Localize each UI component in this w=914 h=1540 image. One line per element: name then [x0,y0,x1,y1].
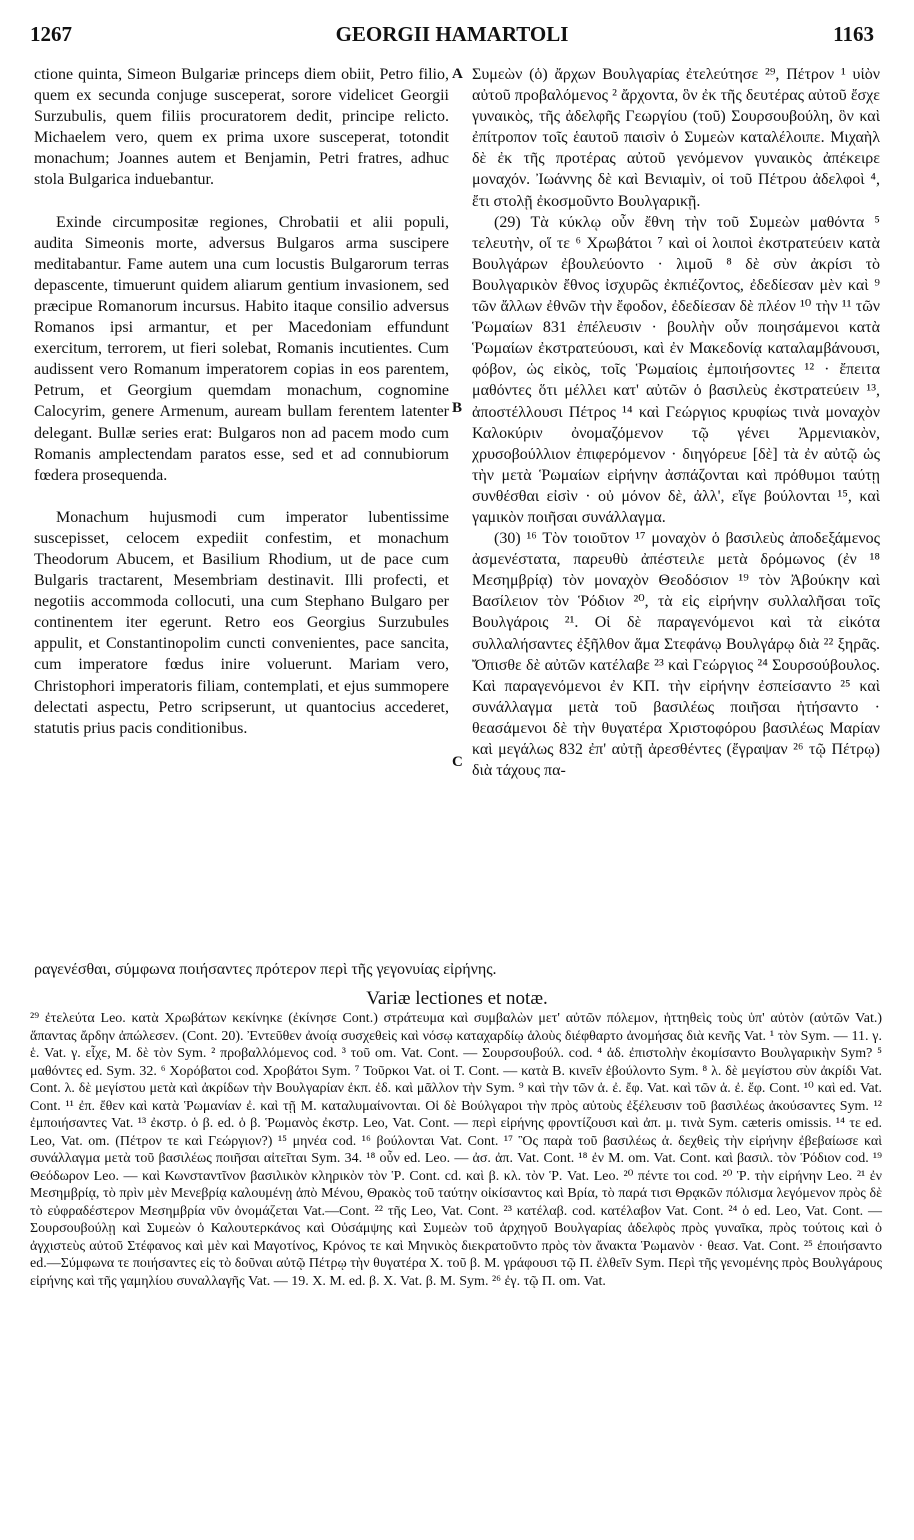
running-header [30,22,874,52]
greek-paragraph: Συμεὼν (ὁ) ἄρχων Βουλγαρίας ἐτελεύτησε ²⁹, Πέτρον ¹ υἱὸν αὐτοῦ προβαλόμενος ² ἄρχοντα, ὃν ἐκ τῆς δευτέρας αὐτοῦ ἔσχε γυναικὸς, τῆς ἀδελφῆς Γεωργίου (τοῦ) Σουρσουβούλη, ὃν καὶ ἐπίτροπον τοῖς ἑαυτοῦ παισὶν ὁ Συμεὼν καταλέλοιπε. Μιχαὴλ δὲ ἐκ τῆς προτέρας αὐτοῦ γενόμενον γυναικὸς ἀπέκειρε μοναχόν. Ἰωάννης δὲ καὶ Βενιαμὶν, οἱ τοῦ Πέτρου ἀδελφοὶ ⁴, ἔτι στολῇ ἐκοσμοῦντο Βουλγαρικῇ. [472,66,880,210]
notes-text: ²⁹ ἐτελεύτα Leo. κατὰ Χρωβάτων κεκίνηκε (ἐκίνησε Cont.) στράτευμα καὶ συμβαλὼν μετ' αὐτῶν πόλεμον, ἡττηθεὶς τοὺς ὑπ' αὐτὸν (αὐτῶν Vat.) ἅπαντας ἄρδην ἀπώλεσεν. (Cont. 20). Ἐντεῦθεν ἀνοίᾳ συσχεθεὶς καὶ νόσῳ καταχαρδίῳ ἁλοὺς διέφθαρτο ἀνομήσας διὰ κενῆς Vat. ¹ τὸν Sym. — 11. γ. ἑ. Vat. γ. εἶχε, M. δὲ τὸν Sym. ² προβαλλόμενος cod. ³ τοῦ om. Vat. Cont. — Σουρσουβούλ. cod. ⁴ ἀδ. ἐπιστολὴν ἐκομίσαντο Βουλγαρικὴν Sym? ⁵ μαθόντες ed. Sym. 32. ⁶ Χορόβατοι cod. Χροβάτοι Sym. ⁷ Τοῦρκοι Vat. οἱ T. Cont. — κατὰ B. κινεῖν ἐβούλοντο Sym. ⁸ λ. δὲ μεγίστου σὺν ἀκρίδι Vat. Cont. λ. δὲ μεγίστου μετὰ καὶ ἀκρίδων τὴν Βουλγαρίαν ἐκπ. ἐδ. καὶ μᾶλλον τὴν Sym. ⁹ καὶ τὴν τῶν ἀ. ἐ. ἔφ. Vat. καὶ τῶν ἀ. ἐ. ἔφ. Cont. ¹⁰ καὶ ed. Vat. Cont. ¹¹ ἐπ. ἔθεν καὶ κατὰ Ῥωμανίαν ἐ. καὶ τῇ Μ. καταλυμαίνονται. Οἱ δὲ Βούλγαροι τὴν πρὸς αὐτοὺς ἐξέλευσιν τοῦ βασιλέως ἀκούσαντες Sym. ¹² ἐμποιήσαντες Vat. ¹³ ἐκστρ. ὁ β. ed. ὁ β. Ῥωμανὸς ἐκστρ. Leo, Vat. Cont. — περὶ εἰρήνης φροντίζουσι καὶ ἀπ. μ. τινὰ Sym. cæteris omissis. ¹⁴ τε ed. Leo, Vat. om. (Πέτρον τε καὶ Γεώργιον?) ¹⁵ μηνέα cod. ¹⁶ βούλονται Vat. Cont. ¹⁷ Ὃς παρὰ τοῦ βασιλέως ἀ. δεχθεὶς τὴν εἰρήνην ἐβεβαίωσε καὶ συνάλλαγμα μετὰ τοῦ βασιλέως ποιῆσαι αἰτεῖται Sym. 34. ¹⁸ οὖν ed. Leo. — ἀσ. ἀπ. Vat. Cont. ¹⁸ ἐν M. om. Vat. Cont. καὶ βασιλ. τὸν Ῥόδιον cod. ¹⁹ Θεόδωρον Leo. — καὶ Κωνσταντῖνον βασιλικὸν κληρικὸν τὸν Ῥ. Cont. cd. καὶ β. κλ. τὸν Ῥ. Vat. Leo. ²⁰ πέντε τοι cod. ²⁰ Ῥ. τὴν εἰρήνην Leo. ²¹ ἐν Μεσημβρίᾳ, τὸ πρὶν μὲν Μενεβρίᾳ καλουμένῃ ἀπὸ Μένου, Θρακὸς τοῦ ταύτην οἰκίσαντος καὶ Βρία, τὸ παρά τισι Θρᾳκῶν πόλισμα λεγόμενον πρὸς δὲ τὸ εὐφραδέστερον Μεσημβρία νῦν ὀνομάζεται Vat.—Cont. ²² τῆς Leo, Vat. Cont. ²³ κατέλαβ. cod. κατέλαβον Vat. Cont. ²⁴ ὁ ed. Leo, Vat. Cont. — Σουρσουβούλῃ καὶ Συμεὼν ὁ Καλουτερκάνος καὶ Οὐσάμψης καὶ Συμεὼν τοῦ ἀρχηγοῦ Βουλγαρίας ἀδελφὸς πρὸς γυναῖκα, πρὸς τούτοις καὶ ὁ ἀγχιστεὺς αὐτοῦ Στέφανος καὶ μὲν καὶ Μαγοτίνος, Κρόνος τε καὶ Μηνικὸς διεκρατοῦντο πρὸς τὸν ἄνακτα Ῥωμανὸν · θεασ. Vat. Cont. ²⁵ ἐποιήσαντο ed.—Σύμφωνα τε ποιήσαντες εἰς τὸ δοῦναι αὐτῷ Πέτρῳ τὴν θυγατέρα X. τοῦ β. M. γράφουσι τῷ Π. ἐλθεῖν Sym. Περὶ τῆς γενομένης πρὸς Βουλγάρους εἰρήνης καὶ τῆς γαμηλίου συναλλαγῆς Vat. — 19. X. M. ed. β. X. Vat. β. M. Sym. ²⁶ ἐγ. τῷ Π. om. Vat. [30,1011,882,1289]
greek-continuation-line: ραγενέσθαι, σύμφωνα ποιήσαντες πρότερον περὶ τῆς γεγονυίας εἰρήνης. [34,961,497,978]
margin-letter-b: B [452,400,463,416]
page-number-left: 1267 [30,22,72,46]
greek-paragraph: (30) ¹⁶ Τὸν τοιοῦτον ¹⁷ μοναχὸν ὁ βασιλεὺς ἀποδεξάμενος ἀσμενέστατα, παρευθὺ ἀπέστειλε μετὰ δρόμωνος (ἐν ¹⁸ Μεσημβρίᾳ) τὸν μοναχὸν Θεοδόσιον ¹⁹ τὸν Ἀβούκην καὶ Βασίλειον τὸν Ῥόδιον ²⁰, τὰ εἰς εἰρήνην συλλαλῆσαι τοῖς Βουλγάροις ²¹. Οἱ δὲ παραγενόμενοι καὶ τὰ εἰκότα συλλαλήσαντες ἐξῆλθον ἅμα Στεφάνῳ Βουλγάρῳ διὰ ²² ξηρᾶς. Ὄπισθε δὲ αὐτῶν κατέλαβε ²³ καὶ Γεώργιος ²⁴ Σουρσούβουλος. Καὶ παραγενόμενοι ἐν ΚΠ. τὴν εἰρήνην ἐσπείσαντο ²⁵ καὶ συνάλλαγμα μετὰ τοῦ βασιλέως ποιῆσαι ἠτήσαντο · θεασάμενοι δὲ τὴν θυγατέρα Χριστοφόρου βασιλέως Μαρίαν καὶ μεγάλως 832 ἐπ' αὐτῇ ἀρεσθέντες (ἔγραψαν ²⁶ τῷ Πέτρῳ) διὰ τάχους πα- [472,530,880,780]
latin-column [34,64,449,739]
greek-paragraph: (29) Τὰ κύκλῳ οὖν ἔθνη τὴν τοῦ Συμεὼν μαθόντα ⁵ τελευτὴν, οἵ τε ⁶ Χρωβάτοι ⁷ καὶ οἱ λοιποὶ ἐκστρατεύειν κατὰ Βουλγάρων ἐβουλεύοντο · λιμοῦ ⁸ δὲ σὺν ἀκρίσι τὸ Βουλγαρικὸν ἔθνος ἰσχυρῶς ἐκπιέζοντος, ἐδεδίεσαν μὲν καὶ ⁹ τῶν ἄλλων ἐθνῶν τὴν ἔφοδον, ἐδεδίεσαν δὲ πλέον ¹⁰ τὴν ¹¹ τῶν Ῥωμαίων 831 ἐπέλευσιν · βουλὴν οὖν ποιησάμενοι κατὰ Ῥωμαίων ἐκστρατεύουσι, καὶ ἐν Μακεδονίᾳ καταλαμβάνουσι, φόβον, ὡς εἰκὸς, τοῖς Ῥωμαίοις ἐμποιήσοντες ¹² · ἔπειτα μαθόντες ὅτι μέλλει κατ' αὐτῶν ὁ βασιλεὺς ἐκστρατεύειν ¹³, ἀποστέλλουσι Πέτρος ¹⁴ καὶ Γεώργιος κρυφίως τινὰ μοναχὸν Καλοκύριν ὀνομαζόμενον τῷ γένει Ἀρμενιακὸν, χρυσοβούλλιον ἐπιφερόμενον · διηγόρευε [δὲ] τὰ ἐν αὐτῷ ὡς τὴν μετὰ Ῥωμαίων εἰρήνην ἀσπάζονται καὶ πρόθυμοι ταύτῃ συνθέσθαι εἰσὶν · οὐ μόνον δὲ, ἀλλ', εἴγε βούλονται ¹⁵, καὶ γαμικὸν ποιῆσαι συνάλλαγμα. [472,213,880,526]
latin-paragraph: Monachum hujusmodi cum imperator lubentissime suscepisset, celocem expediit confestim, et monachum Theodorum Abucem, et Basilium Rhodium, ut de pace cum Bulgaris tractarent, Mesembriam destinavit. Illi profecti, et negotiis accommoda collocuti, una cum Stephano Bulgaro per continentem iter egerunt. Retro eos Georgius Surzubules appulit, et Constantinopolim cuncti convenientes, pace sancita, cum imperatore fœdus inire voluerunt. Mariam vero, Christophori imperatoris filiam, contemplati, et ejus summopere delectati aspectu, Petro scripserunt, ut quantocius accederet, statutis prius pacis conditionibus. [34,508,449,737]
page-number-right: 1163 [833,22,874,46]
greek-column [472,64,880,781]
latin-paragraph: Exinde circumpositæ regiones, Chrobatii et alii populi, audita Simeonis morte, adversus Bulgaros arma suscipere meditabantur. Fame autem una cum locustis Bulgarorum terras depascente, timuerunt quidem aliarum gentium invasionem, sed præcipue Romanorum incursus. Habito itaque consilio adversus Romanos ipsi armantur, et per Macedoniam effundunt exercitum, terrorem, ut fieri solebat, Romanis incutientes. Cum audissent vero Romanum imperatorem copias in eos parentem, Petrum, et Georgium quemdam monachum, cognomine Calocyrim, genere Armenum, auream bullam ferentem latenter delegant. Bullæ series erat: Bulgaros non ad pacem modo cum Romanis amplectendam paratos esse, sed et ad connubiorum fœdera prosequenda. [34,213,449,484]
variant-readings-notes [30,1010,882,1290]
margin-letter-c: C [452,754,463,770]
running-title: GEORGII HAMARTOLI [335,22,569,46]
latin-paragraph: ctione quinta, Simeon Bulgariæ princeps diem obiit, Petro filio, quem ex secunda conjuge susceperat, sorore videlicet Georgii Surzubulis, quem filiis procuratorem dedit, principe relicto. Michaelem vero, quem ex prima uxore susceperat, totondit monachum; Joannes autem et Benjamin, Petri fratres, adhuc stola Bulgarica induebantur. [34,66,449,189]
notes-heading: Variæ lectiones et notæ. [366,988,548,1009]
margin-letter-a: A [452,66,463,82]
